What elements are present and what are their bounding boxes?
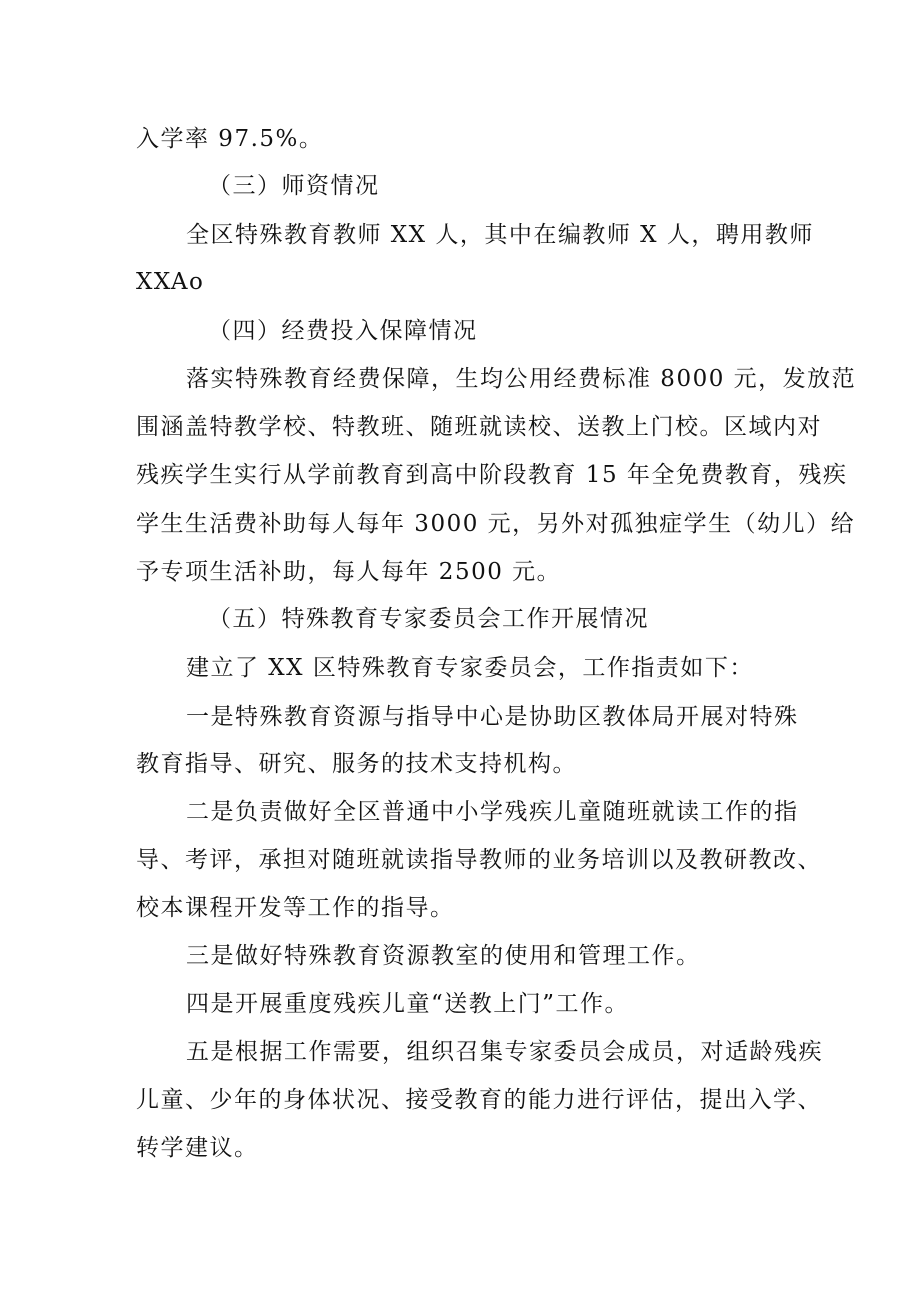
- text-line: 建立了 XX 区特殊教育专家委员会，工作指责如下：: [186, 655, 754, 681]
- text-line: 学生生活费补助每人每年 3000 元，另外对孤独症学生（幼儿）给: [136, 511, 856, 537]
- text-line: 导、考评，承担对随班就读指导教师的业务培训以及教研教改、: [136, 847, 822, 873]
- text-line: 落实特殊教育经费保障，生均公用经费标准 8000 元，发放范: [186, 366, 857, 392]
- text-line: 儿童、少年的身体状况、接受教育的能力进行评估，提出入学、: [136, 1087, 822, 1113]
- text-line: 残疾学生实行从学前教育到高中阶段教育 15 年全免费教育，残疾: [136, 462, 848, 488]
- text-line: XXAo: [136, 269, 205, 295]
- text-line: 全区特殊教育教师 XX 人，其中在编教师 X 人，聘用教师: [186, 222, 814, 248]
- section-heading-teachers: （三）师资情况: [208, 173, 380, 199]
- section-heading-funding: （四）经费投入保障情况: [208, 318, 478, 344]
- text-line: 校本课程开发等工作的指导。: [136, 895, 455, 921]
- text-line: 转学建议。: [136, 1135, 259, 1161]
- text-line: 予专项生活补助，每人每年 2500 元。: [136, 559, 562, 585]
- section-heading-expert-committee: （五）特殊教育专家委员会工作开展情况: [208, 606, 649, 632]
- text-line: 二是负责做好全区普通中小学残疾儿童随班就读工作的指: [186, 799, 799, 825]
- text-line: 五是根据工作需要，组织召集专家委员会成员，对适龄残疾: [186, 1039, 823, 1065]
- text-line: 三是做好特殊教育资源教室的使用和管理工作。: [186, 943, 701, 969]
- text-line: 四是开展重度残疾儿童“送教上门”工作。: [186, 991, 630, 1017]
- text-line: 围涵盖特教学校、特教班、随班就读校、送教上门校。区域内对: [136, 414, 822, 440]
- text-line: 教育指导、研究、服务的技术支持机构。: [136, 751, 577, 777]
- text-line: 一是特殊教育资源与指导中心是协助区教体局开展对特殊: [186, 704, 799, 730]
- text-line-enrollment-rate: 入学率 97.5%。: [136, 126, 324, 152]
